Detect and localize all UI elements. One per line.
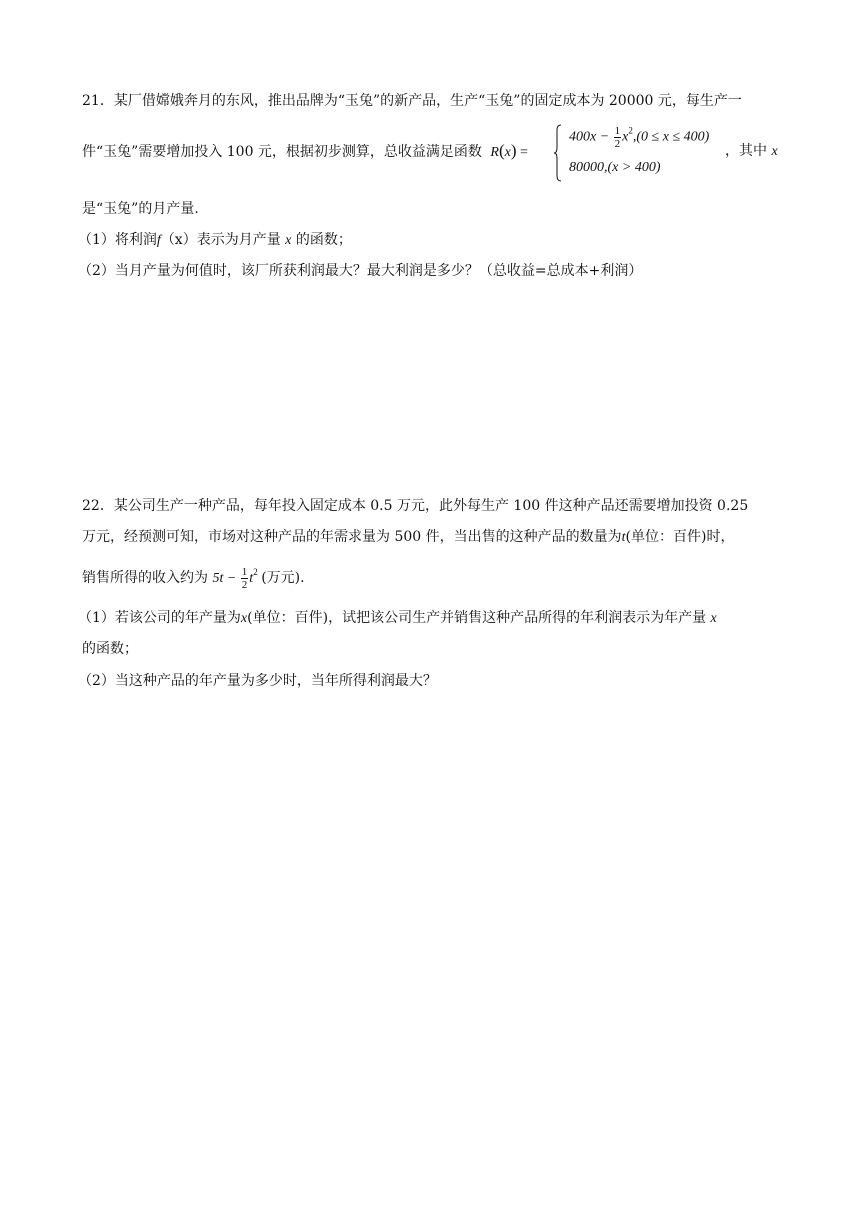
brace-icon <box>554 124 562 182</box>
problem-21-question-2: （2）当月产量为何值时，该厂所获利润最大？最大利润是多少？（总收益=总成本+利润） <box>78 263 643 279</box>
problem-22-question-1: （1）若该公司的年产量为x(单位：百件)，试把该公司生产并销售这种产品所得的年利润表示为年产量 x <box>78 610 717 626</box>
revenue-function-label: R(x) = <box>490 141 528 160</box>
income-expression: 5t − $\frac{1}{2}$ $t^2$ <box>212 566 258 592</box>
problem-21-question-1: （1）将利润f（x）表示为月产量 x 的函数； <box>78 232 352 248</box>
problem-21-line-2-end: ，其中 x <box>725 143 778 159</box>
problem-21-line-2-text: 件“玉兔”需要增加投入 100 元，根据初步测算，总收益满足函数 <box>82 144 482 160</box>
fraction-one-half: $\frac{1}{2}$ <box>241 566 248 592</box>
problem-22-question-2: （2）当这种产品的年产量为多少时，当年所得利润最大？ <box>78 673 437 689</box>
fraction-one-half: $\frac{1}{2}$ <box>614 125 621 150</box>
problem-22-line-1: 22．某公司生产一种产品，每年投入固定成本 0.5 万元，此外每生产 100 件这种产品还需要增加投资 0.25 <box>82 498 749 514</box>
problem-21-line-3: 是“玉兔”的月产量. <box>82 201 199 217</box>
problem-22-line-3: 销售所得的收入约为 5t − $\frac{1}{2}$ $t^2$ (万元). <box>82 566 305 592</box>
problem-21-line-1: 21．某厂借嫦娥奔月的东风，推出品牌为“玉兔”的新产品，生产“玉兔”的固定成本为 20000 元，每生产一 <box>82 93 742 109</box>
problem-22-line-2: 万元，经预测可知，市场对这种产品的年需求量为 500 件，当出售的这种产品的数量为t(单位：百件)时， <box>82 529 735 545</box>
piecewise-case-1: 400x − $\frac{1}{2}$ $x^2,(0 \le x \le 400)$ <box>569 125 710 150</box>
problem-22-question-1-cont: 的函数； <box>82 641 138 657</box>
piecewise-case-2: 80000,(x > 400) <box>569 160 661 175</box>
